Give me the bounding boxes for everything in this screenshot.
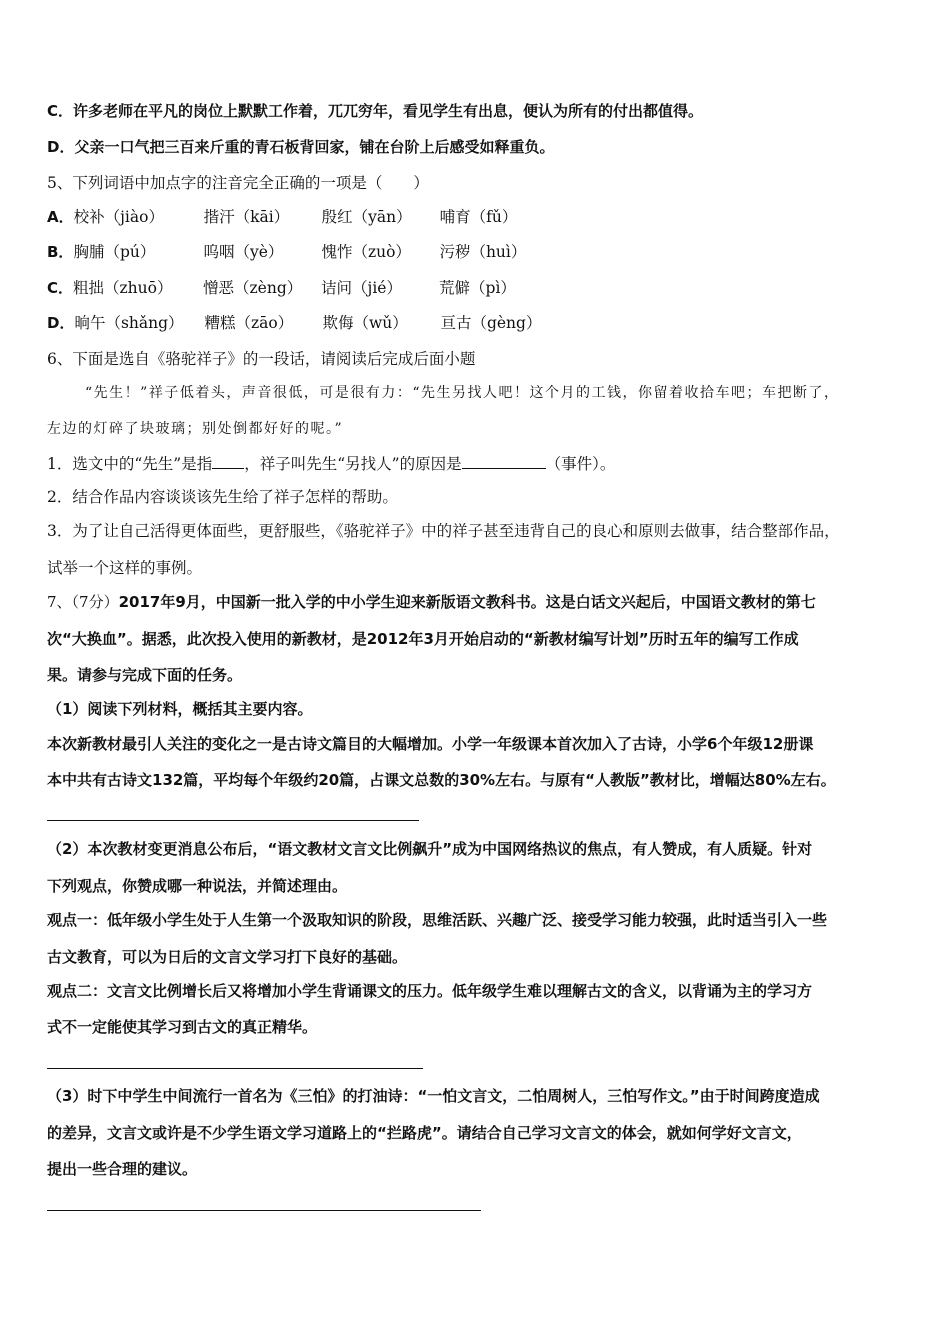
q4-option-c: C．许多老师在平凡的岗位上默默工作着，兀兀穷年，看见学生有出息，便认为所有的付出都值得。 <box>47 102 704 120</box>
q5-option-label: D． <box>47 314 75 332</box>
answer-line[interactable] <box>47 1210 481 1211</box>
q5-option-item: 愧怍（zuò） <box>321 243 411 261</box>
q7-intro-line: 次“大换血”。据悉，此次投入使用的新教材，是2012年3月开始启动的“新教材编写计划”历时五年的编写工作成 <box>47 630 799 648</box>
q6-subquestion-1 <box>47 452 615 475</box>
answer-line[interactable] <box>47 820 419 821</box>
q5-option-item: 荒僻（pì） <box>439 279 516 297</box>
q5-option-item: 粗拙（zhuō） <box>73 279 173 297</box>
q7-task2: 下列观点，你赞成哪一种说法，并简述理由。 <box>47 877 348 895</box>
q5-option-item: 殷红（yān） <box>321 208 412 226</box>
q7-number: 7、（7分） <box>47 593 119 611</box>
q5-option-item: 亘古（gèng） <box>440 314 542 332</box>
q7-viewpoint-1: 观点一：低年级小学生处于人生第一个汲取知识的阶段，思维活跃、兴趣广泛、接受学习能力较强，此时适当引入一些 <box>47 911 828 929</box>
q7-task1-title: （1）阅读下列材料，概括其主要内容。 <box>47 700 313 718</box>
q7-viewpoint-2: 观点二：文言文比例增长后又将增加小学生背诵课文的压力。低年级学生难以理解古文的含义，以背诵为主的学习方 <box>47 982 813 1000</box>
sub1-text: （事件）。 <box>545 455 616 473</box>
q7-viewpoint-2: 式不一定能使其学习到古文的真正精华。 <box>47 1018 318 1036</box>
q5-option-item: 憎恶（zèng） <box>203 279 303 297</box>
q6-subquestion-3-cont: 试举一个这样的事例。 <box>47 559 203 577</box>
q7-task3: 的差异，文言文或许是不少学生语文学习道路上的“拦路虎”。请结合自己学习文言文的体会，就如何学好文言文， <box>47 1124 802 1142</box>
q5-option-item: 欺侮（wǔ） <box>322 314 408 332</box>
q7-task3: 提出一些合理的建议。 <box>47 1160 198 1178</box>
q7-intro-text: 2017年9月，中国新一批入学的中小学生迎来新版语文教科书。这是白话文兴起后，中国语文教材的第七 <box>118 593 816 611</box>
q7-task1-material: 本次新教材最引人关注的变化之一是古诗文篇目的大幅增加。小学一年级课本首次加入了古诗，小学6个年级12册课 <box>47 735 814 753</box>
sub1-text: 1．选文中的“先生”是指 <box>47 455 213 473</box>
q5-option-item: 诘问（jié） <box>321 279 402 297</box>
q5-option-label: A． <box>47 208 74 226</box>
q6-passage-line: 左边的灯碎了块玻璃；别处倒都好好的呢。” <box>47 421 344 437</box>
q7-task2: （2）本次教材变更消息公布后，“语文教材文言文比例飙升”成为中国网络热议的焦点，有人赞成，有人质疑。针对 <box>47 840 813 858</box>
answer-blank[interactable] <box>212 452 244 469</box>
q5-option-a <box>47 206 517 228</box>
q5-option-item: 哺育（fǔ） <box>439 208 518 226</box>
q5-stem: 5、下列词语中加点字的注音完全正确的一项是（ ） <box>47 174 429 192</box>
sub1-text: ，祥子叫先生“另找人”的原因是 <box>244 455 462 473</box>
q5-option-item: 污秽（huì） <box>439 243 527 261</box>
q5-option-b <box>47 241 526 263</box>
q5-option-item: 揩汗（kāi） <box>203 208 290 226</box>
q5-option-c <box>47 277 516 299</box>
q7-intro <box>47 591 816 613</box>
q6-subquestion-3: 3．为了让自己活得更体面些，更舒服些，《骆驼祥子》中的祥子甚至违背自己的良心和原则去做事，结合整部作品， <box>47 522 840 540</box>
q7-intro-line: 果。请参与完成下面的任务。 <box>47 666 243 684</box>
q6-stem: 6、下面是选自《骆驼祥子》的一段话，请阅读后完成后面小题 <box>47 350 476 368</box>
q7-viewpoint-1: 古文教育，可以为日后的文言文学习打下良好的基础。 <box>47 948 408 966</box>
q5-option-d <box>47 312 541 334</box>
q7-task1-material: 本中共有古诗文132篇，平均每个年级约20篇，占课文总数的30%左右。与原有“人教版”教材比，增幅达80%左右。 <box>47 771 836 789</box>
q6-passage-line: “先生！”祥子低着头，声音很低，可是很有力：“先生另找人吧！这个月的工钱，你留着收拾车吧；车把断了， <box>85 385 840 401</box>
q6-subquestion-2: 2．结合作品内容谈谈该先生给了祥子怎样的帮助。 <box>47 488 398 506</box>
answer-line[interactable] <box>47 1068 423 1069</box>
q5-option-item: 呜咽（yè） <box>203 243 284 261</box>
answer-blank[interactable] <box>462 452 546 469</box>
q7-task3: （3）时下中学生中间流行一首名为《三怕》的打油诗：“一怕文言文，二怕周树人，三怕写作文。”由于时间跨度造成 <box>47 1087 820 1105</box>
q5-option-label: B． <box>47 243 74 261</box>
q4-option-d: D．父亲一口气把三百来斤重的青石板背回家，铺在台阶上后感受如释重负。 <box>47 138 555 156</box>
q5-option-item: 校补（jiào） <box>73 208 164 226</box>
q5-option-label: C． <box>47 279 74 297</box>
q5-option-item: 晌午（shǎng） <box>74 314 184 332</box>
q5-option-item: 胸脯（pú） <box>73 243 156 261</box>
q5-option-item: 糟糕（zāo） <box>204 314 294 332</box>
